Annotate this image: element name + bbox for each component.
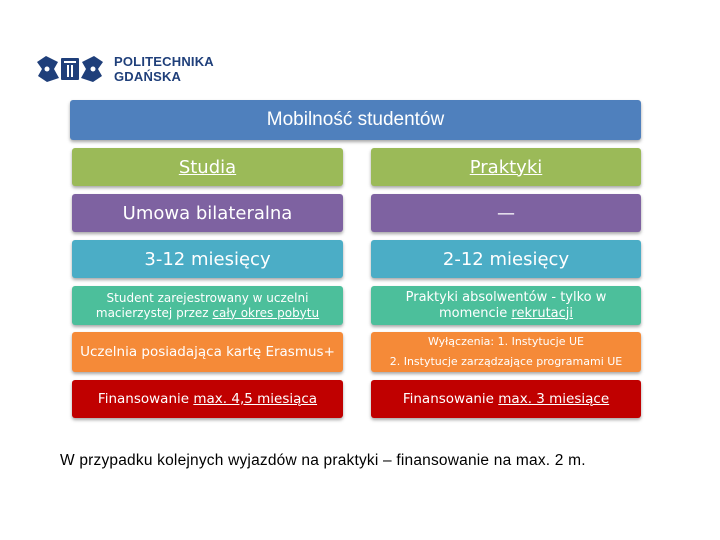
logo-text-line2: GDAŃSKA [114,69,182,84]
praktyki-agreement [371,194,641,232]
studia-header-label: Studia [178,156,237,178]
praktyki-funding-text: Finansowanie [402,390,499,407]
logo-text-line1: POLITECHNIKA [114,54,214,69]
studia-institution-label: Uczelnia posiadająca kartę Erasmus+ [80,343,335,360]
studia-agreement-label: Umowa bilateralna [122,202,293,224]
title-bar [70,100,641,140]
studia-duration [72,240,343,278]
praktyki-exclusions-line1: Wyłączenia: 1. Instytucje UE [427,335,585,348]
praktyki-eligibility [371,286,641,325]
studia-duration-label: 3-12 miesięcy [144,248,271,270]
studia-agreement [72,194,343,232]
praktyki-exclusions [371,332,641,372]
studia-eligibility-emphasis: cały okres pobytu [212,305,320,320]
studia-eligibility [72,286,343,325]
praktyki-agreement-dash: — [497,202,515,224]
praktyki-funding-emphasis: max. 3 miesiące [498,390,610,407]
praktyki-duration-label: 2-12 miesięcy [442,248,570,270]
praktyki-eligibility-emphasis: rekrutacji [511,305,574,321]
footer-note: W przypadku kolejnych wyjazdów na praktyki – finansowanie na max. 2 m. [60,452,586,469]
praktyki-duration [371,240,641,278]
university-logo [34,52,214,86]
praktyki-eligibility-text: Praktyki absolwentów - tylko w momencie [405,289,607,321]
praktyki-funding [371,380,641,418]
gdansk-emblem-icon [34,52,106,86]
studia-funding-text: Finansowanie [97,390,194,407]
studia-funding-emphasis: max. 4,5 miesiąca [193,390,318,407]
studia-header [72,148,343,186]
praktyki-exclusions-line2: 2. Instytucje zarządzające programami UE [389,355,623,368]
praktyki-header-label: Praktyki [469,156,543,178]
slide-title: Mobilność studentów [266,109,445,130]
studia-funding [72,380,343,418]
praktyki-header [371,148,641,186]
studia-eligibility-text: Student zarejestrowany w uczelni macierzystej przez [95,290,309,320]
studia-institution [72,332,343,372]
